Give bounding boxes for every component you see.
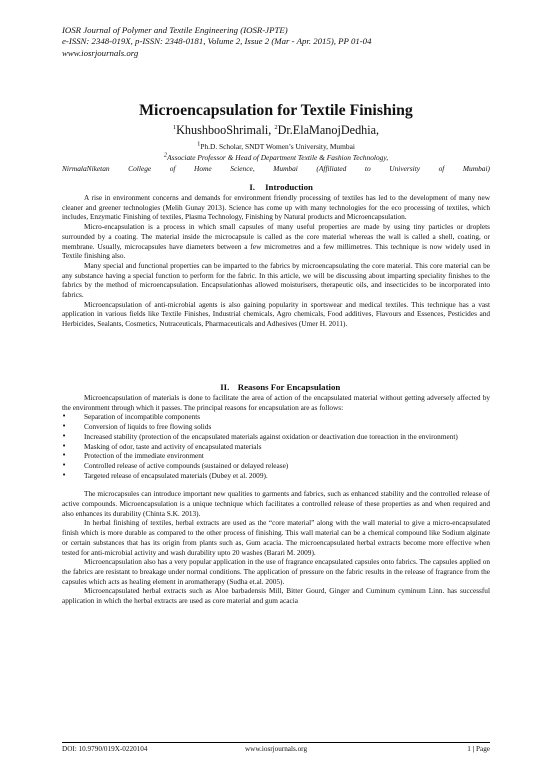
paragraph: The microcapsules can introduce important new qualities to garments and fabrics, such as enhanced stability and the controlled release of active compounds. Microencapsulation is a unique technique which facilitates a controlled release of these properties as and when required and also enhances its durability (Chinta S.K. 2013). bbox=[62, 489, 490, 518]
footer-website: www.iosrjournals.org bbox=[244, 745, 308, 753]
affiliation-2 bbox=[62, 153, 490, 162]
author2-name: Dr.ElaManojDedhia, bbox=[277, 123, 380, 137]
page-number: 1 bbox=[467, 745, 471, 753]
paragraph: Micro-encapsulation is a process in which small capsules of many useful properties are made by using tiny particles or droplets surrounded by a coating. The material inside the microcapsule is called as the core material whereas the wall is called a shell, coating, or membrane. Usually, microcapsules have diameters between a few micrometres and a few millimetres. This technique is now widely used in Textile finishing also. bbox=[62, 222, 490, 261]
reasons-body bbox=[62, 393, 490, 606]
section-heading-introduction bbox=[62, 182, 490, 192]
author-line bbox=[62, 123, 490, 138]
list-item: • Separation of incompatible components bbox=[62, 412, 490, 422]
list-item: • Conversion of liquids to free flowing solids bbox=[62, 422, 490, 432]
footer-divider bbox=[62, 742, 490, 743]
affiliation-1-marker: 1 bbox=[197, 140, 201, 148]
section-heading-reasons bbox=[62, 382, 490, 392]
journal-issn: e-ISSN: 2348-019X, p-ISSN: 2348-0181, Volume 2, Issue 2 (Mar - Apr. 2015), PP 01-04 bbox=[62, 36, 372, 47]
section-title: Introduction bbox=[265, 182, 313, 192]
paragraph: A rise in environment concerns and demands for environment friendly processing of textiles has led to the development of many new cleaner and greener technologies (Melih Gunay 2013). Science has come up with many technologies for the eco processing of textiles, which includes, Enzymatic Finishing of textiles, Plasma Technology, Finishing by Natural products and Microencapsulation. bbox=[62, 193, 490, 222]
affiliation-1 bbox=[62, 142, 490, 151]
spacer bbox=[62, 480, 490, 489]
affiliation-2-marker: 2 bbox=[163, 151, 168, 159]
section-title: Reasons For Encapsulation bbox=[237, 382, 341, 392]
paragraph: Microencapsulation of anti-microbial agents is also gaining popularity in sportswear and medical textiles. This technique has a vast application in various fields like Textile Finishes, Industrial chemicals, Agro chemicals, Food additives, Flavours and Essences, Pesticides and Herbicides, Sealants, Cosmetics, Nutraceuticals, Pharmaceuticals and Adhesives (Umer H. 2011). bbox=[62, 299, 490, 329]
list-item: • Targeted release of encapsulated materials (Dubey et al. 2009). bbox=[62, 471, 490, 481]
paragraph: Microencapsulated herbal extracts such as Aloe barbadensis Mill, Bitter Gourd, Ginger and Cuminum cyminum Linn. has successful application in which the herbal extracts are used as core material and gum acacia bbox=[62, 586, 490, 606]
introduction-body bbox=[62, 193, 490, 329]
journal-header bbox=[62, 25, 371, 59]
paragraph: Microencapsulation also has a very popular application in the use of fragrance encapsulated capsules onto fabrics. The capsules applied on the fabrics are resistant to breakage under normal conditions. The application of pressure on the fabric results in the release of fragrance from the capsules which acts as healing element in aromatherapy (Sudha et.al. 2005). bbox=[62, 557, 490, 586]
footer-page-number bbox=[467, 745, 490, 753]
section-number: II. bbox=[220, 382, 230, 392]
author2-marker: 2 bbox=[274, 123, 278, 131]
footer-doi: DOI: 10.9790/019X-0220104 bbox=[62, 745, 148, 753]
list-item: • Controlled release of active compounds (sustained or delayed release) bbox=[62, 461, 490, 471]
journal-name: IOSR Journal of Polymer and Textile Engineering (IOSR-JPTE) bbox=[62, 25, 288, 35]
affiliation-1-text: Ph.D. Scholar, SNDT Women’s University, Mumbai bbox=[200, 142, 355, 151]
paragraph: Many special and functional properties can be imparted to the fabrics by microencapsulating the core material. This core material can be any substance having a special function to perform for the fabric. In this article, we will be discussing about imparting speciality finishes to the fabrics by the method of microencapsulation. Encapsulationhas allowed moisturisers, therapeutic oils, and insecticides to be incorporated into fabrics. bbox=[62, 260, 490, 300]
list-item: • Protection of the immediate environment bbox=[62, 451, 490, 461]
reasons-list bbox=[62, 412, 490, 480]
paper-title: Microencapsulation for Textile Finishing bbox=[139, 102, 413, 119]
page-label: Page bbox=[476, 745, 490, 753]
affiliation-2-text: Associate Professor & Head of Department Textile & Fashion Technology, bbox=[167, 153, 389, 162]
paper-page bbox=[62, 0, 490, 777]
page-separator: | bbox=[470, 745, 477, 753]
affiliation-3: NirmalaNiketan College of Home Science, Mumbai (Affiliated to University of Mumbai) bbox=[62, 164, 490, 173]
paragraph: In herbal finishing of textiles, herbal extracts are used as the “core material” along with the wall material to give a micro-encapsulated finish which is more durable as compared to the other process of finishing. This wall material can be a chemical compound like Sodium alginate or certain substances that has its origin from plants such as, Gum acacia. The microencapsulated herbal extracts become more effective when tested for anti-microbial activity and wash durability upto 20 washes (Barari M. 2009). bbox=[62, 518, 490, 557]
list-item: • Masking of odor, taste and activity of encapsulated materials bbox=[62, 442, 490, 452]
paragraph: Microencapsulation of materials is done to facilitate the area of action of the encapsulated material without getting adversely affected by the environment through which it passes. The principal reasons for encapsulation are as follows: bbox=[62, 393, 490, 412]
author1-name: KhushbooShrimali, bbox=[176, 123, 272, 137]
author1-marker: 1 bbox=[172, 123, 177, 131]
journal-website: www.iosrjournals.org bbox=[62, 47, 139, 58]
section-number: I. bbox=[249, 182, 255, 192]
list-item: • Increased stability (protection of the encapsulated materials against oxidation or deactivation due toreaction in the environment) bbox=[62, 432, 490, 442]
